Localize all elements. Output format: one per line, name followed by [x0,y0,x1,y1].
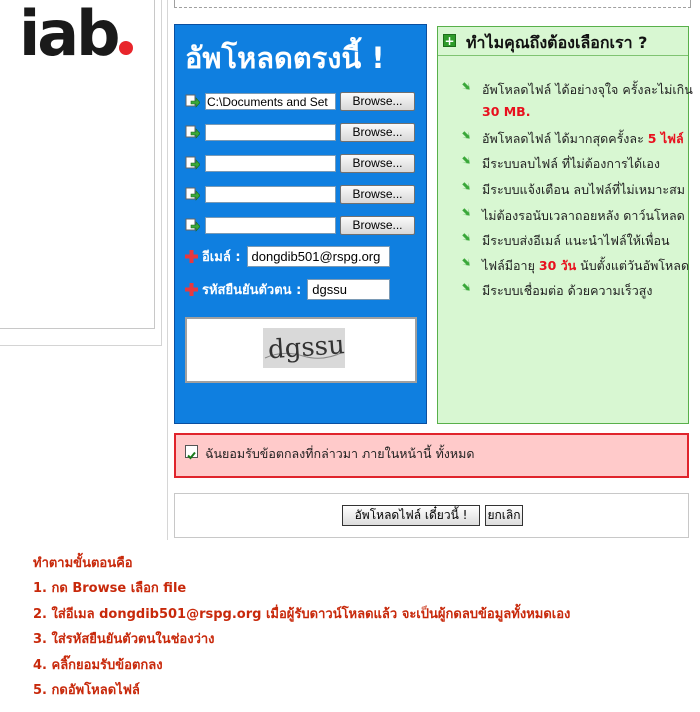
verify-row [185,279,390,300]
ad-frame-border-bottom [0,345,162,346]
captcha-box [185,317,417,383]
email-field[interactable]: dongdib501@rspg.org [247,246,390,267]
file-input-5[interactable] [205,217,336,234]
instructions-heading: ทำตามขั้นตอนคือ [33,556,133,571]
upload-now-button[interactable]: อัพโหลดไฟล์ เดี๋ยวนี้ ! [342,505,480,526]
file-input-4[interactable] [205,186,336,203]
arrow-bullet-icon [462,182,471,191]
why-item-highlight: 30 MB. [482,104,531,119]
arrow-bullet-icon [462,208,471,217]
why-item-text: มีระบบแจ้งเตือน ลบไฟล์ที่ไม่เหมาะสม [482,182,685,197]
why-item-text: มีระบบส่งอีเมล์ แนะนำไฟล์ให้เพื่อน [482,233,670,248]
cancel-button[interactable]: ยกเลิก [485,505,523,526]
why-item-text: มีระบบลบไฟล์ ที่ไม่ต้องการได้เอง [482,156,660,171]
file-row-1 [185,91,415,111]
expand-plus-icon[interactable]: + [444,34,455,48]
arrow-right-icon [185,218,200,233]
instruction-step-3: 3. ใส่รหัสยืนยันตัวตนในช่องว่าง [33,632,215,647]
arrow-bullet-icon [462,233,471,242]
why-separator [438,55,688,56]
arrow-right-icon [185,125,200,140]
ad-frame-border [161,0,162,346]
browse-button-3[interactable]: Browse... [340,154,415,173]
why-header [438,27,688,55]
browse-button-1[interactable]: Browse... [340,92,415,111]
why-item-highlight: 30 วัน [538,258,577,273]
check-icon [186,450,197,461]
plus-icon [185,283,198,296]
browse-button-5[interactable]: Browse... [340,216,415,235]
why-choose-panel [437,26,693,424]
arrow-bullet-icon [462,82,471,91]
file-input-3[interactable] [205,155,336,172]
instruction-step-5: 5. กดอัพโหลดไฟล์ [33,683,140,698]
why-item-highlight: 5 ไฟล์ [647,131,684,146]
content-divider [167,0,168,540]
why-item-text: ไฟล์มีอายุ 30 วัน นับตั้งแต่วันอัพโหลด [482,258,690,273]
file-row-4 [185,184,415,204]
file-row-2 [185,122,415,142]
why-item-text: มีระบบเชื่อมต่อ ด้วยความเร็วสูง [482,283,653,298]
plus-icon [185,250,198,263]
verify-label: รหัสยืนยันตัวตน : [202,283,302,298]
captcha-graphic [263,328,345,368]
logo-dot-icon [119,41,133,55]
top-dotted-border [174,0,691,8]
agreement-box [174,433,689,478]
agree-checkbox[interactable] [185,445,198,458]
instruction-step-4: 4. คลิ๊กยอมรับข้อตกลง [33,658,163,673]
instruction-step-2: 2. ใส่อีเมล dongdib501@rspg.org เมื่อผู้รับดาวน์โหลดแล้ว จะเป็นผู้กดลบข้อมูลทั้งหมดเอง [33,607,571,622]
arrow-right-icon [185,94,200,109]
upload-title: อัพโหลดตรงนี้ ! [185,41,385,75]
file-input-1[interactable]: C:\Documents and Set [205,93,336,110]
file-input-2[interactable] [205,124,336,141]
agree-label: ฉันยอมรับข้อตกลงที่กล่าวมา ภายในหน้านี้ ทั้งหมด [205,446,475,461]
arrow-bullet-icon [462,131,471,140]
why-title: ทำไมคุณถึงต้องเลือกเรา ? [466,33,648,52]
arrow-bullet-icon [462,258,471,267]
arrow-bullet-icon [462,283,471,292]
why-item-text: อัพโหลดไฟล์ ได้มากสุดครั้งละ 5 ไฟล์ [482,131,684,146]
verify-code-field[interactable]: dgssu [307,279,390,300]
file-row-3 [185,153,415,173]
arrow-bullet-icon [462,156,471,165]
instruction-step-1: 1. กด Browse เลือก file [33,581,187,596]
captcha-text: dgssu [267,330,345,366]
iab-logo: iab [19,3,133,65]
arrow-right-icon [185,187,200,202]
browse-button-4[interactable]: Browse... [340,185,415,204]
arrow-right-icon [185,156,200,171]
browse-button-2[interactable]: Browse... [340,123,415,142]
email-row [185,246,390,267]
file-row-5 [185,215,415,235]
upload-panel [174,24,427,424]
captcha-image [263,328,345,368]
action-bar [174,493,689,538]
ad-panel[interactable] [0,0,155,329]
why-item-text: อัพโหลดไฟล์ ได้อย่างจุใจ ครั้งละไม่เกิน [482,82,693,97]
why-item-text: ไม่ต้องรอนับเวลาถอยหลัง ดาว์นโหลด [482,208,685,223]
email-label: อีเมล์ : [202,250,241,265]
